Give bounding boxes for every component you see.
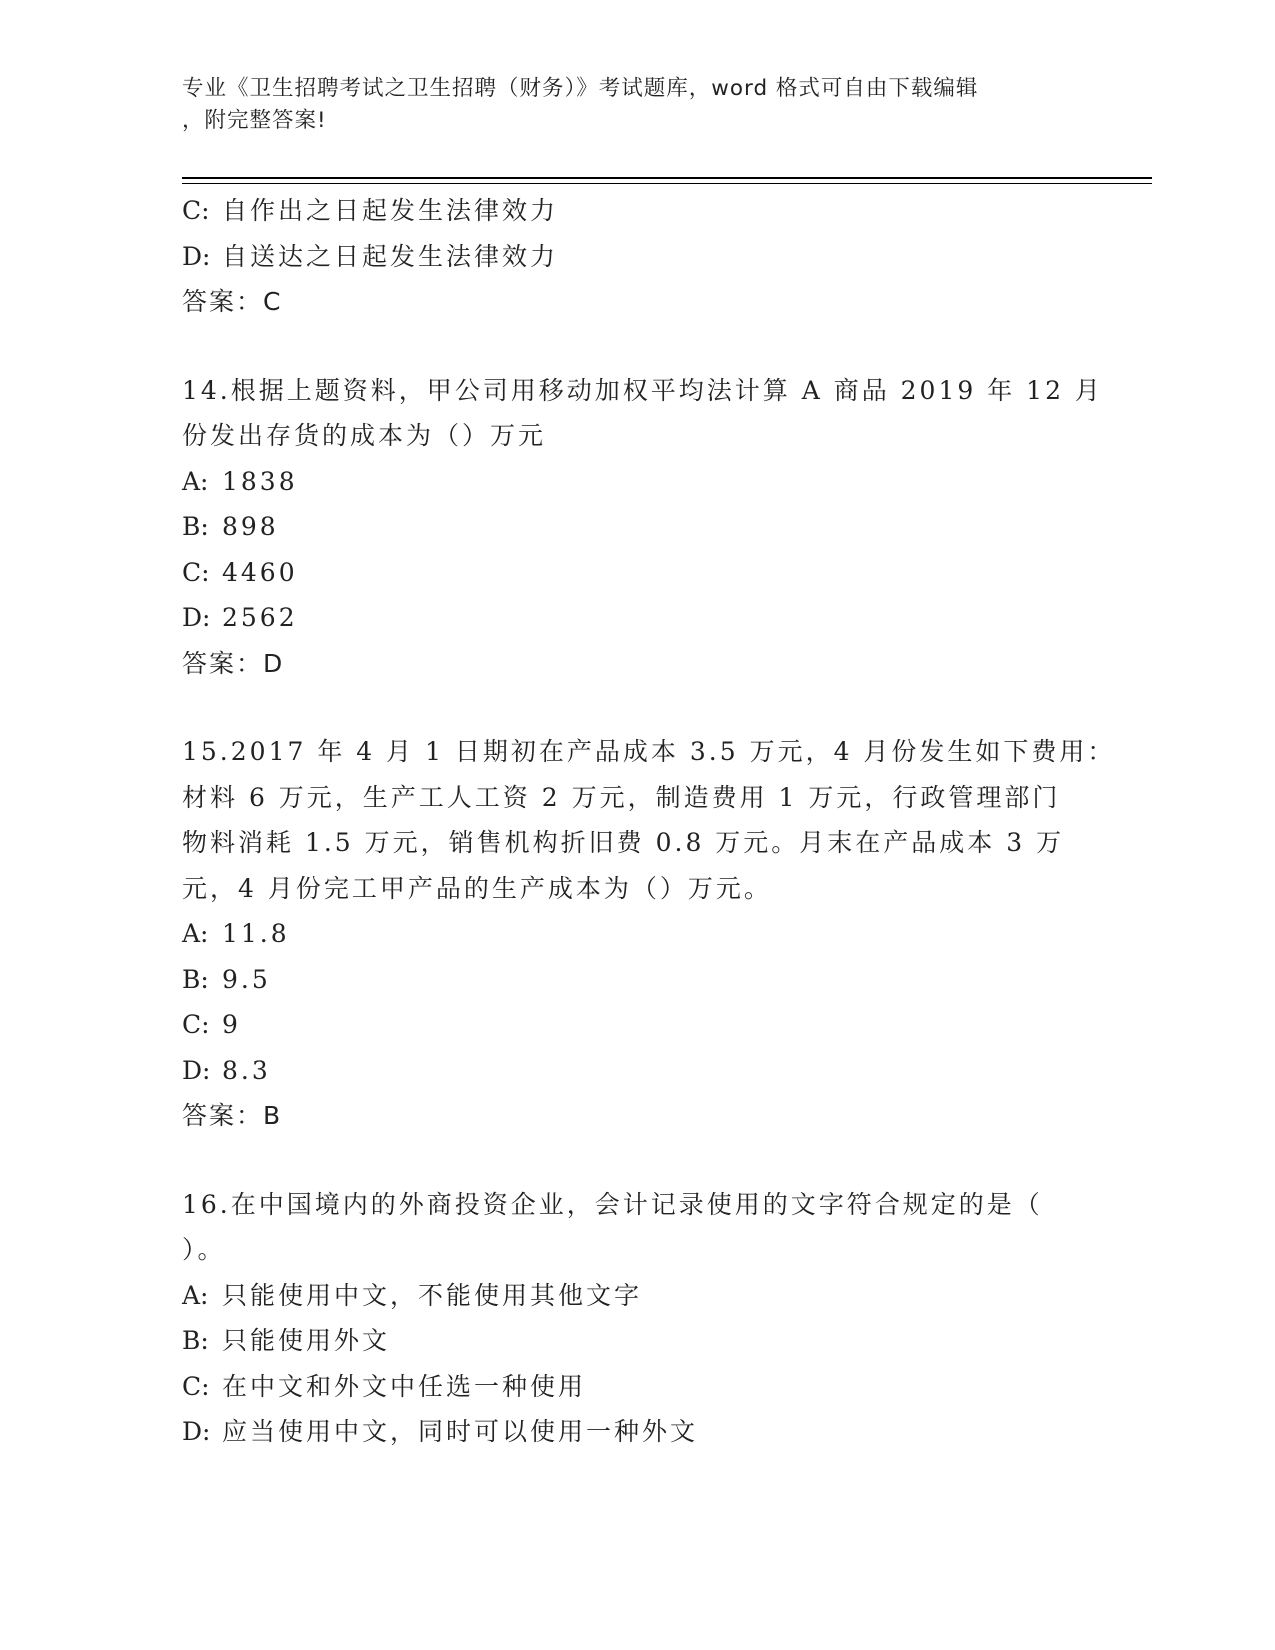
option-letter: A: [182, 919, 209, 948]
answer-line: 答案：C [182, 287, 283, 316]
question-stem: 物料消耗 1.5 万元，销售机构折旧费 0.8 万元。月末在产品成本 3 万 [182, 828, 1065, 857]
header-rule-thin [182, 183, 1152, 184]
header-rule-thick [182, 177, 1152, 179]
question-15 [182, 729, 1116, 1139]
option-d [182, 595, 1082, 641]
option-text: 9 [222, 1010, 241, 1039]
option-letter: C: [182, 557, 210, 587]
option-c [182, 188, 1082, 234]
option-a [182, 1273, 1082, 1319]
prev-question-block [182, 188, 1082, 325]
option-text: 11.8 [222, 919, 290, 948]
question-14 [182, 368, 1103, 687]
option-text: 4460 [222, 557, 298, 587]
header-title-line-2: ，附完整答案! [182, 108, 327, 133]
option-letter: B: [182, 1326, 209, 1355]
option-text: 在中文和外文中任选一种使用 [222, 1371, 587, 1401]
question-content [182, 188, 1116, 1455]
option-text: 自送达之日起发生法律效力 [222, 241, 559, 271]
option-text: 1838 [222, 466, 298, 496]
option-letter: D: [182, 1055, 211, 1085]
option-letter: C: [182, 1371, 210, 1401]
option-b [182, 957, 1082, 1003]
header-title-line-1: 专业《卫生招聘考试之卫生招聘（财务）》考试题库，word 格式可自由下载编辑 [182, 76, 979, 101]
question-stem: 份发出存货的成本为（）万元 [182, 421, 547, 450]
spacer [182, 1139, 1082, 1182]
option-letter: A: [182, 466, 209, 496]
option-b [182, 1318, 1082, 1364]
option-text: 只能使用外文 [222, 1326, 391, 1355]
option-text: 应当使用中文，同时可以使用一种外文 [222, 1417, 699, 1446]
answer-line: 答案：D [182, 648, 285, 678]
option-letter: D: [182, 1417, 211, 1446]
question-stem: 16.在中国境内的外商投资企业，会计记录使用的文字符合规定的是（ [182, 1189, 1043, 1219]
option-text: 9.5 [222, 964, 271, 994]
option-c [182, 1364, 1082, 1410]
page-header [182, 73, 1082, 137]
option-letter: D: [182, 241, 211, 271]
option-d [182, 234, 1082, 280]
spacer [182, 686, 1082, 729]
option-text: 8.3 [222, 1055, 271, 1085]
question-stem: 14.根据上题资料，甲公司用移动加权平均法计算 A 商品 2019 年 12 月 [182, 375, 1103, 405]
question-16 [182, 1182, 1082, 1455]
option-letter: B: [182, 512, 209, 541]
spacer [182, 325, 1082, 368]
question-stem: 元，4 月份完工甲产品的生产成本为（）万元。 [182, 873, 772, 903]
option-a [182, 911, 1082, 957]
option-text: 自作出之日起发生法律效力 [222, 196, 559, 225]
question-stem: 15.2017 年 4 月 1 日期初在产品成本 3.5 万元，4 月份发生如下费用： [182, 737, 1116, 766]
question-stem: 材料 6 万元，生产工人工资 2 万元，制造费用 1 万元，行政管理部门 [182, 782, 1061, 812]
option-text: 2562 [222, 603, 298, 632]
option-letter: C: [182, 1010, 210, 1039]
option-letter: D: [182, 603, 211, 632]
option-d [182, 1048, 1082, 1094]
option-c [182, 550, 1082, 596]
option-text: 只能使用中文，不能使用其他文字 [222, 1280, 643, 1310]
option-letter: A: [182, 1280, 209, 1310]
option-c [182, 1002, 1082, 1048]
option-text: 898 [222, 512, 279, 541]
option-letter: B: [182, 964, 209, 994]
answer-line: 答案：B [182, 1101, 283, 1130]
option-letter: C: [182, 196, 210, 225]
option-b [182, 504, 1082, 550]
option-a [182, 459, 1082, 505]
option-d [182, 1409, 1082, 1455]
question-stem: ）。 [182, 1235, 226, 1264]
